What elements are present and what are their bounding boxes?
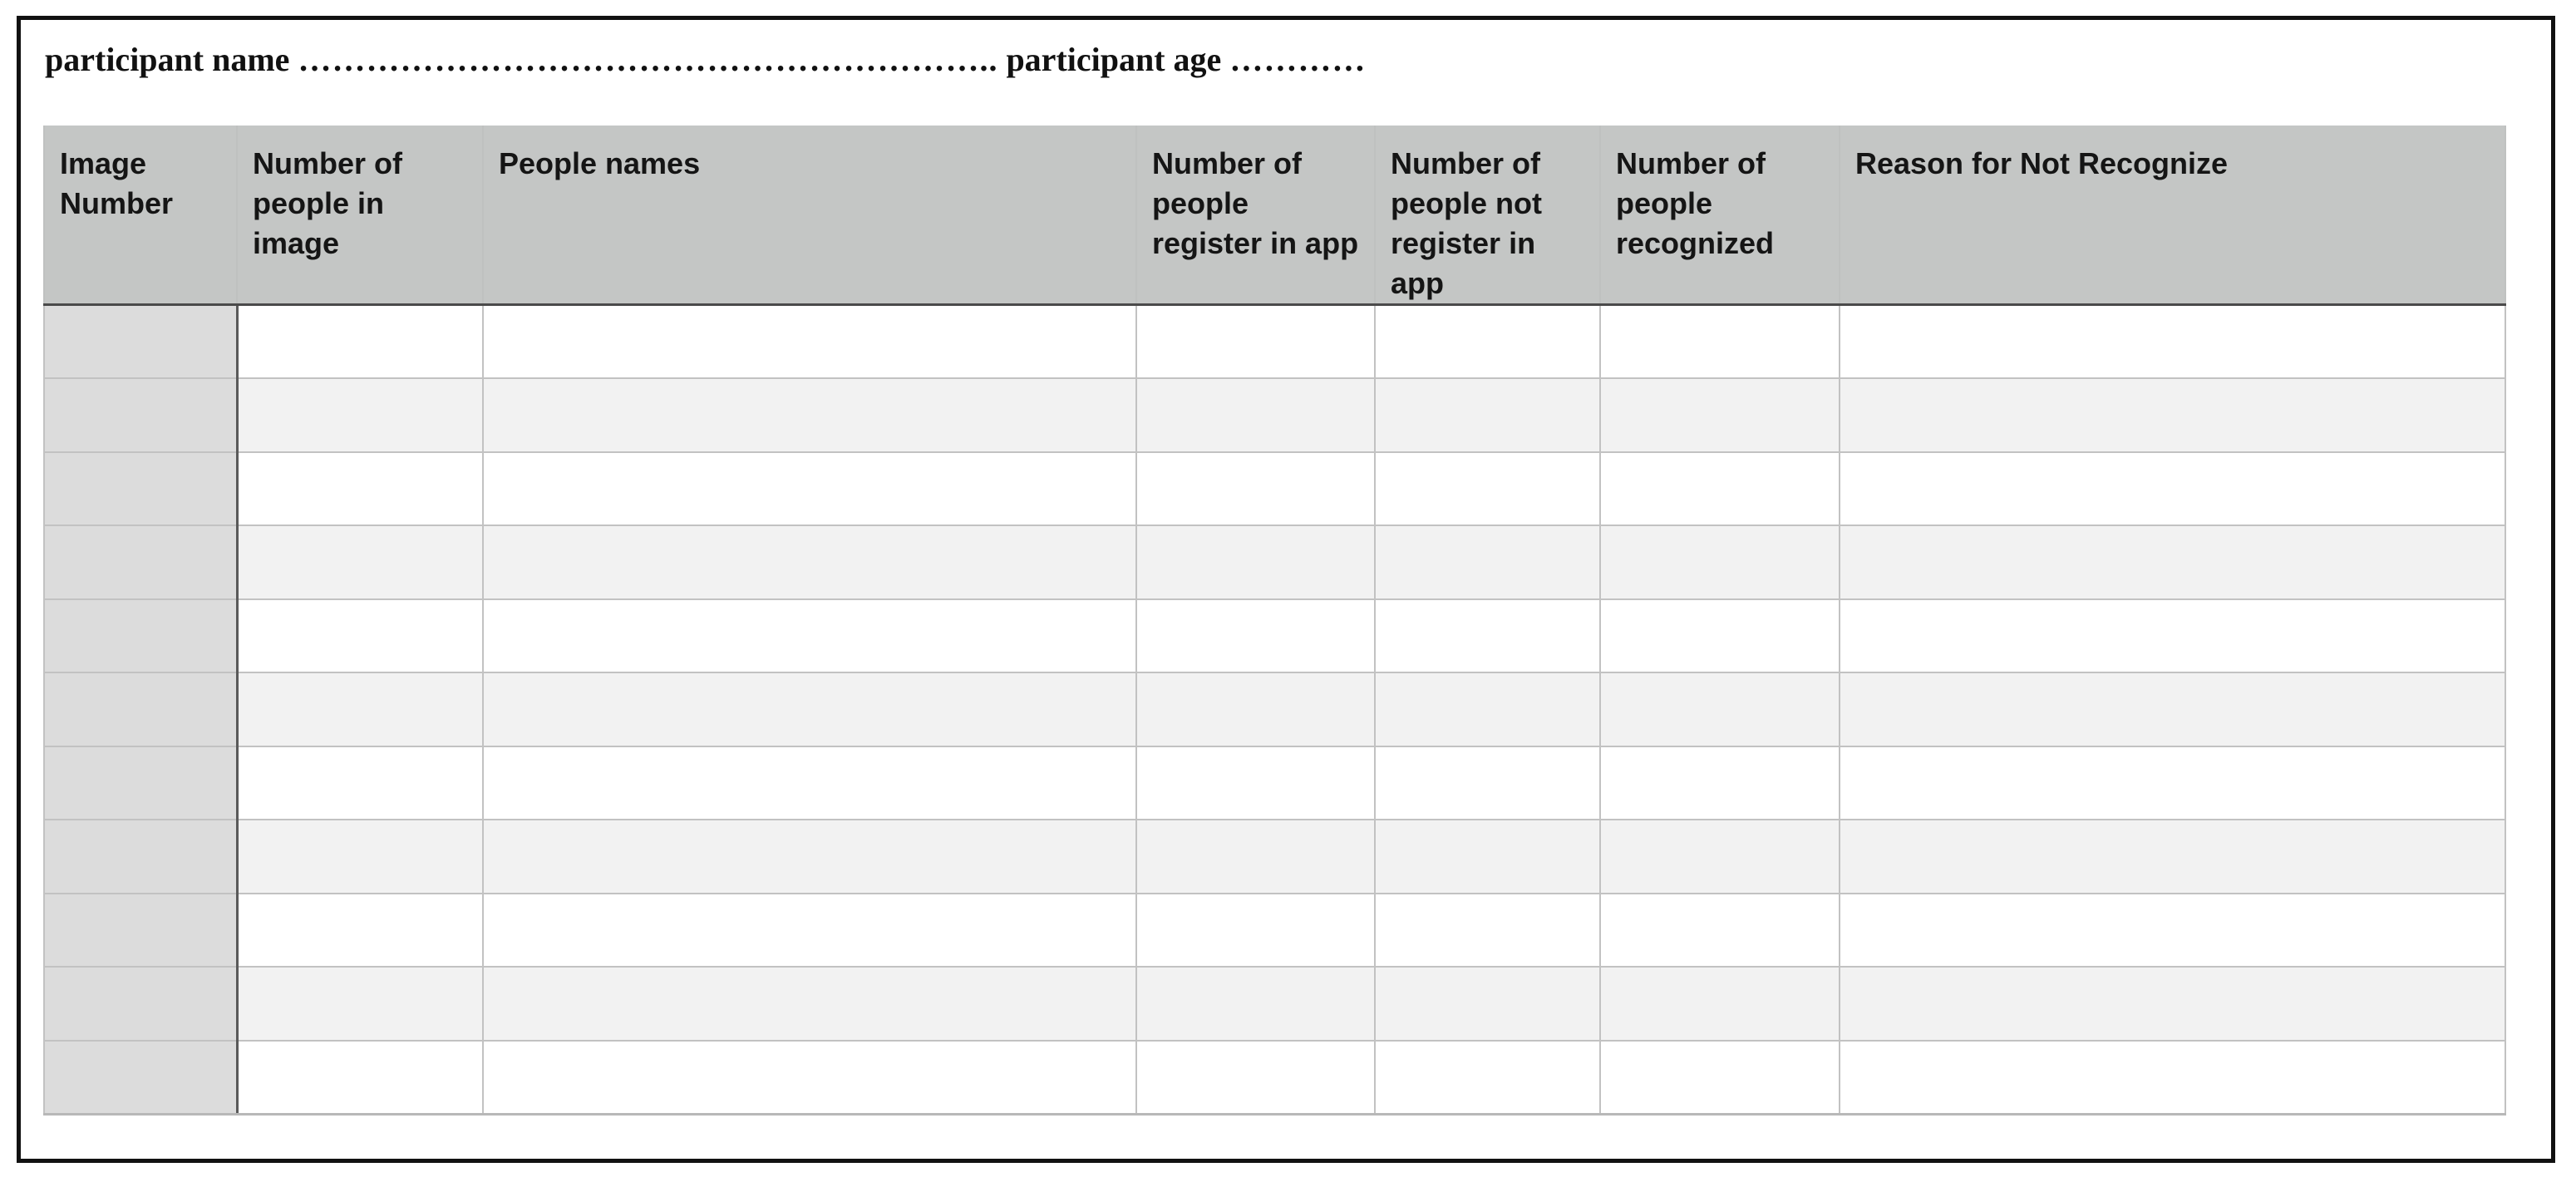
- cell-people-names[interactable]: [483, 378, 1136, 452]
- cell-people-in-image[interactable]: [237, 820, 483, 894]
- column-header-image-number: Image Number: [44, 126, 237, 305]
- cell-recognized[interactable]: [1600, 820, 1840, 894]
- cell-recognized[interactable]: [1600, 1041, 1840, 1115]
- cell-recognized[interactable]: [1600, 894, 1840, 968]
- table-row: [44, 1041, 2505, 1115]
- cell-people-in-image[interactable]: [237, 894, 483, 968]
- cell-registered[interactable]: [1136, 525, 1375, 599]
- cell-people-in-image[interactable]: [237, 746, 483, 820]
- cell-reason[interactable]: [1840, 894, 2505, 968]
- cell-image-number[interactable]: [44, 820, 237, 894]
- cell-not-registered[interactable]: [1375, 820, 1600, 894]
- column-header-people-in-image: Number of people in image: [237, 126, 483, 305]
- cell-people-in-image[interactable]: [237, 967, 483, 1041]
- table-row: [44, 672, 2505, 746]
- cell-people-names[interactable]: [483, 672, 1136, 746]
- cell-not-registered[interactable]: [1375, 894, 1600, 968]
- column-header-reason: Reason for Not Recognize: [1840, 126, 2505, 305]
- cell-reason[interactable]: [1840, 1041, 2505, 1115]
- cell-image-number[interactable]: [44, 746, 237, 820]
- cell-not-registered[interactable]: [1375, 378, 1600, 452]
- cell-not-registered[interactable]: [1375, 1041, 1600, 1115]
- cell-people-in-image[interactable]: [237, 672, 483, 746]
- cell-registered[interactable]: [1136, 452, 1375, 526]
- participant-name-label: participant name: [45, 41, 290, 78]
- cell-registered[interactable]: [1136, 746, 1375, 820]
- cell-not-registered[interactable]: [1375, 599, 1600, 673]
- participant-age-field[interactable]: …………: [1229, 41, 1367, 78]
- cell-recognized[interactable]: [1600, 672, 1840, 746]
- cell-image-number[interactable]: [44, 599, 237, 673]
- cell-reason[interactable]: [1840, 305, 2505, 379]
- cell-recognized[interactable]: [1600, 378, 1840, 452]
- participant-name-field[interactable]: ……………………………………………………..: [298, 41, 998, 78]
- cell-recognized[interactable]: [1600, 746, 1840, 820]
- cell-not-registered[interactable]: [1375, 305, 1600, 379]
- cell-image-number[interactable]: [44, 378, 237, 452]
- cell-recognized[interactable]: [1600, 305, 1840, 379]
- cell-not-registered[interactable]: [1375, 746, 1600, 820]
- cell-people-names[interactable]: [483, 599, 1136, 673]
- cell-image-number[interactable]: [44, 452, 237, 526]
- cell-people-in-image[interactable]: [237, 452, 483, 526]
- table-header-row: [44, 126, 2505, 305]
- table-row: [44, 894, 2505, 968]
- table-row: [44, 820, 2505, 894]
- cell-reason[interactable]: [1840, 672, 2505, 746]
- column-header-not-registered: Number of people not register in app: [1375, 126, 1600, 305]
- cell-registered[interactable]: [1136, 378, 1375, 452]
- cell-reason[interactable]: [1840, 378, 2505, 452]
- cell-not-registered[interactable]: [1375, 525, 1600, 599]
- cell-people-names[interactable]: [483, 746, 1136, 820]
- cell-recognized[interactable]: [1600, 967, 1840, 1041]
- cell-image-number[interactable]: [44, 525, 237, 599]
- cell-reason[interactable]: [1840, 599, 2505, 673]
- cell-recognized[interactable]: [1600, 599, 1840, 673]
- cell-registered[interactable]: [1136, 820, 1375, 894]
- cell-people-in-image[interactable]: [237, 525, 483, 599]
- table-row: [44, 967, 2505, 1041]
- participant-age-label: participant age: [1006, 41, 1222, 78]
- cell-not-registered[interactable]: [1375, 967, 1600, 1041]
- table-row: [44, 305, 2505, 379]
- cell-image-number[interactable]: [44, 672, 237, 746]
- table-row: [44, 599, 2505, 673]
- cell-people-names[interactable]: [483, 305, 1136, 379]
- table-row: [44, 452, 2505, 526]
- participant-info-line: [45, 40, 1366, 79]
- table-row: [44, 746, 2505, 820]
- cell-people-in-image[interactable]: [237, 1041, 483, 1115]
- cell-people-in-image[interactable]: [237, 305, 483, 379]
- cell-registered[interactable]: [1136, 1041, 1375, 1115]
- cell-people-in-image[interactable]: [237, 599, 483, 673]
- cell-people-names[interactable]: [483, 967, 1136, 1041]
- column-header-recognized: Number of people recognized: [1600, 126, 1840, 305]
- cell-registered[interactable]: [1136, 305, 1375, 379]
- cell-reason[interactable]: [1840, 525, 2505, 599]
- cell-image-number[interactable]: [44, 967, 237, 1041]
- cell-people-names[interactable]: [483, 894, 1136, 968]
- column-header-people-names: People names: [483, 126, 1136, 305]
- cell-recognized[interactable]: [1600, 525, 1840, 599]
- cell-registered[interactable]: [1136, 967, 1375, 1041]
- recognition-results-table: [43, 126, 2506, 1116]
- cell-reason[interactable]: [1840, 452, 2505, 526]
- cell-people-names[interactable]: [483, 820, 1136, 894]
- cell-reason[interactable]: [1840, 746, 2505, 820]
- cell-reason[interactable]: [1840, 820, 2505, 894]
- table-row: [44, 378, 2505, 452]
- cell-reason[interactable]: [1840, 967, 2505, 1041]
- cell-people-in-image[interactable]: [237, 378, 483, 452]
- cell-registered[interactable]: [1136, 599, 1375, 673]
- cell-not-registered[interactable]: [1375, 672, 1600, 746]
- cell-people-names[interactable]: [483, 525, 1136, 599]
- cell-registered[interactable]: [1136, 672, 1375, 746]
- table-body: [44, 305, 2505, 1115]
- table-row: [44, 525, 2505, 599]
- cell-registered[interactable]: [1136, 894, 1375, 968]
- column-header-registered: Number of people register in app: [1136, 126, 1375, 305]
- cell-image-number[interactable]: [44, 305, 237, 379]
- cell-not-registered[interactable]: [1375, 452, 1600, 526]
- cell-people-names[interactable]: [483, 452, 1136, 526]
- cell-recognized[interactable]: [1600, 452, 1840, 526]
- cell-people-names[interactable]: [483, 1041, 1136, 1115]
- cell-image-number[interactable]: [44, 1041, 237, 1115]
- cell-image-number[interactable]: [44, 894, 237, 968]
